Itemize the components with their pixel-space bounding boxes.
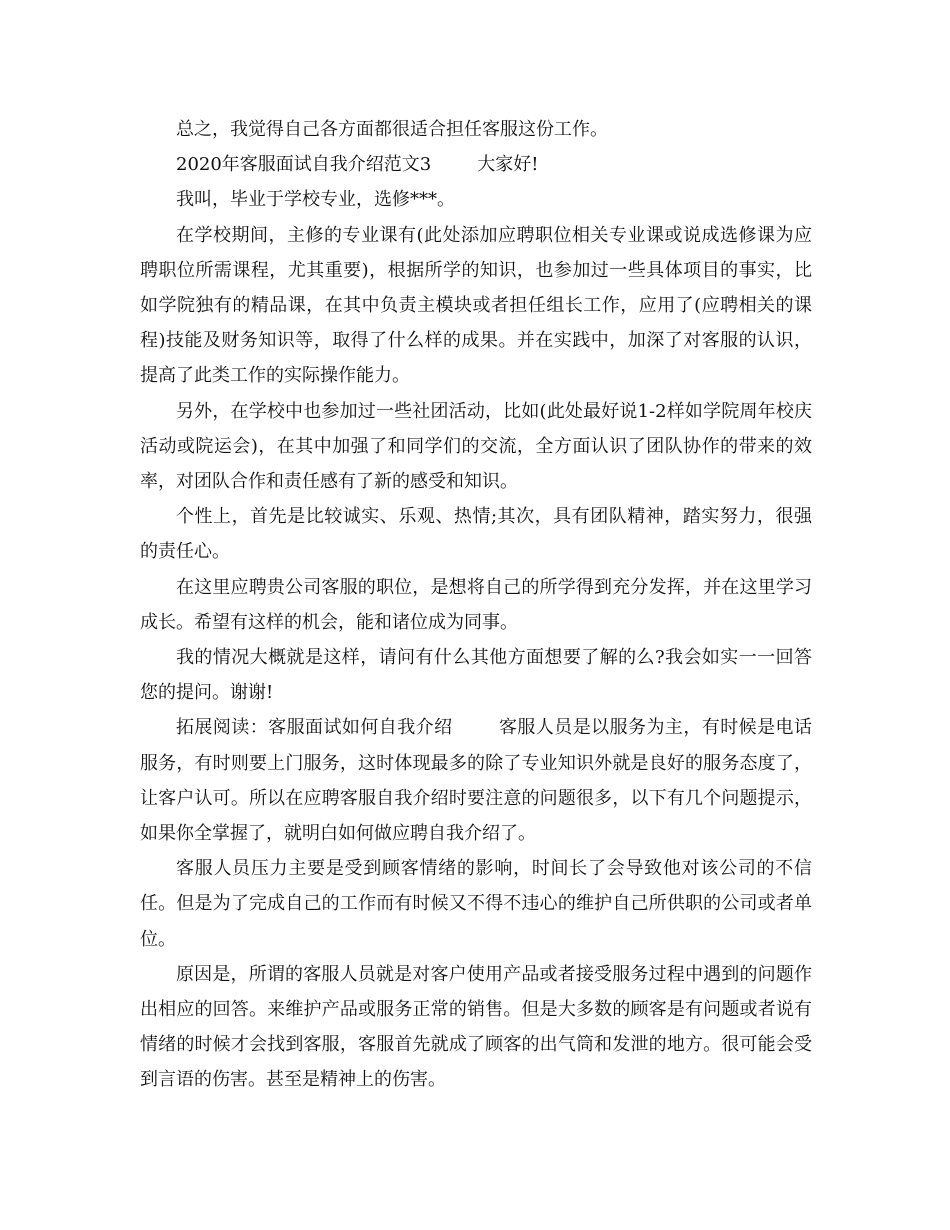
paragraph-closing: 我的情况大概就是这样，请问有什么其他方面想要了解的么?我会如实一一回答您的提问。谢谢! [140,647,812,704]
paragraph-sample-title [140,147,812,182]
paragraph-application-goal: 在这里应聘贵公司客服的职位，是想将自己的所学得到充分发挥，并在这里学习成长。希望有这样的机会，能和诸位成为同事。 [140,576,812,633]
paragraph-club-activities: 另外，在学校中也参加过一些社团活动，比如(此处最好说1-2样如学院周年校庆活动或院运会)，在其中加强了和同学们的交流，全方面认识了团队协作的带来的效率，对团队合作和责任感有了新的感受和知识。 [140,400,812,493]
greeting: 大家好! [477,154,539,176]
paragraph-pressure: 客服人员压力主要是受到顾客情绪的影响，时间长了会导致他对该公司的不信任。但是为了完成自己的工作而有时候又不得不违心的维护自己所供职的公司或者单位。 [140,858,812,950]
sample-title: 2020年客服面试自我介绍范文3 [176,154,432,176]
paragraph-reason: 原因是，所谓的客服人员就是对客户使用产品或者接受服务过程中遇到的问题作出相应的回答。来维护产品或服务正常的销售。但是大多数的顾客是有问题或者说有情绪的时候才会找到客服，客服首先就成了顾客的出气筒和发泄的地方。很可能会受到言语的伤害。甚至是精神上的伤害。 [140,963,812,1091]
paragraph-school-courses: 在学校期间，主修的专业课有(此处添加应聘职位相关专业课或说成选修课为应聘职位所需课程，尤其重要)，根据所学的知识，也参加过一些具体项目的事实，比如学院独有的精品课，在其中负责主模块或者担任组长工作，应用了(应聘相关的课程)技能及财务知识等，取得了什么样的成果。并在实践中，加深了对客服的认识，提高了此类工作的实际操作能力。 [140,224,812,387]
extended-reading-title: 拓展阅读：客服面试如何自我介绍 [176,717,453,739]
document-body [140,112,812,1098]
extended-reading-text: 客服人员是以服务为主，有时候是电话服务，有时则要上门服务，这时体现最多的除了专业知识外就是良好的服务态度了，让客户认可。所以在应聘客服自我介绍时要注意的问题很多，以下有几个问题提示，如果你全掌握了，就明白如何做应聘自我介绍了。 [140,717,812,845]
paragraph-conclusion: 总之，我觉得自己各方面都很适合担任客服这份工作。 [176,119,608,140]
paragraph-name-intro: 我叫，毕业于学校专业，选修***。 [176,189,455,211]
paragraph-personality: 个性上，首先是比较诚实、乐观、热情;其次，具有团队精神，踏实努力，很强的责任心。 [140,506,812,563]
paragraph-extended-reading [140,710,812,851]
